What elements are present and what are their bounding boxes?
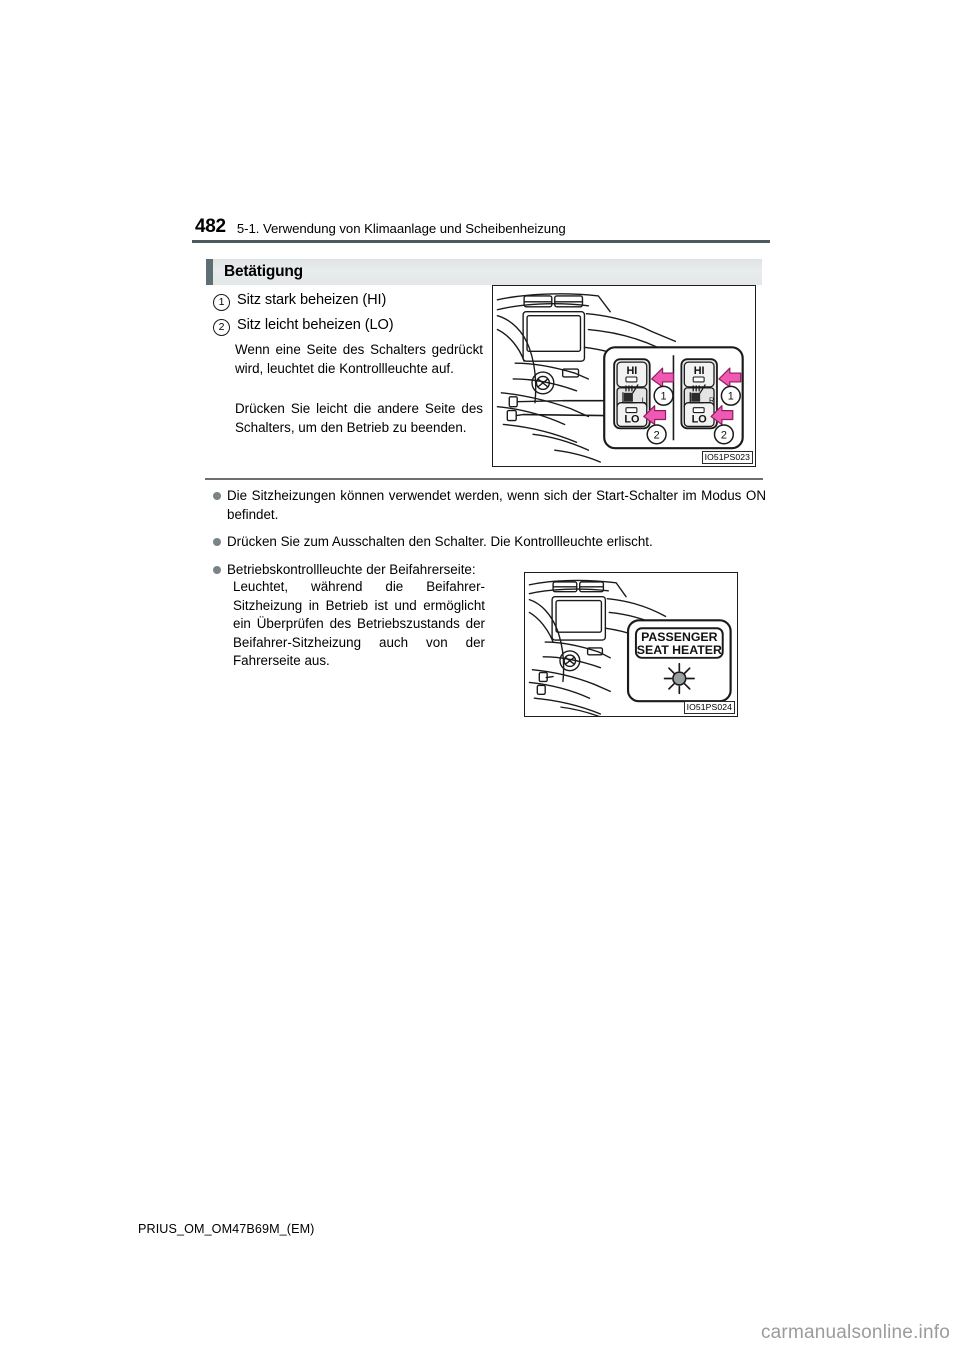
bullet-text: Drücken Sie zum Ausschalten den Schalter. Die Kontrollleuchte erlischt. xyxy=(227,534,653,550)
section-divider xyxy=(205,478,763,480)
section-header xyxy=(206,259,762,285)
body-paragraph-c: Leuchtet, während die Beifahrer-Sitzheizung in Betrieb ist und ermöglicht ein Überprüfen des Betriebszustands der Beifahrer-Sitzheizung auch von der Fahrerseite aus. xyxy=(233,579,485,668)
bullet-text: Die Sitzheizungen können verwendet werden, wenn sich der Start-Schalter im Modus ON befindet. xyxy=(227,488,766,522)
section-title: Betätigung xyxy=(224,263,303,280)
svg-text:L: L xyxy=(641,395,646,405)
bullet-icon xyxy=(213,566,221,574)
figure-id-label: IO51PS023 xyxy=(702,451,753,464)
footer-document-code: PRIUS_OM_OM47B69M_(EM) xyxy=(138,1222,315,1236)
svg-text:1: 1 xyxy=(727,390,734,403)
section-accent-bar xyxy=(206,259,213,285)
header-rule xyxy=(192,240,770,243)
list-item xyxy=(213,487,766,524)
svg-text:HI: HI xyxy=(693,365,705,378)
svg-text:HI: HI xyxy=(626,365,638,378)
numbered-list xyxy=(213,291,483,341)
body-paragraph-b: Drücken Sie leicht die andere Seite des Schalters, um den Betrieb zu beenden. xyxy=(235,401,483,435)
list-item-label: Sitz stark beheizen (HI) xyxy=(237,292,387,308)
list-item xyxy=(213,316,483,336)
list-item-label: Sitz leicht beheizen (LO) xyxy=(237,317,394,333)
svg-text:2: 2 xyxy=(653,429,660,442)
figure-passenger-indicator xyxy=(524,572,738,717)
indicator-label-line1: PASSENGER xyxy=(641,630,718,645)
indicator-label-line2: SEAT HEATER xyxy=(636,642,722,657)
bullet-icon xyxy=(213,492,221,500)
list-item xyxy=(213,291,483,311)
dashboard-indicator-illustration xyxy=(525,573,737,716)
svg-text:1: 1 xyxy=(660,390,667,403)
svg-text:LO: LO xyxy=(691,413,707,426)
callout-number: 2 xyxy=(213,319,230,336)
page-number: 482 xyxy=(195,216,226,237)
running-head xyxy=(195,208,775,236)
svg-text:2: 2 xyxy=(720,429,727,442)
list-item xyxy=(213,533,766,552)
svg-text:R: R xyxy=(709,395,715,405)
figure-seat-heater-switches xyxy=(492,285,756,467)
svg-text:LO: LO xyxy=(624,413,640,426)
callout-number: 1 xyxy=(213,294,230,311)
running-head-title: 5-1. Verwendung von Klimaanlage und Scheibenheizung xyxy=(236,220,566,236)
bullet-text: Betriebskontrollleuchte der Beifahrerseite: xyxy=(227,561,476,577)
dashboard-illustration xyxy=(493,286,755,466)
bullet-icon xyxy=(213,538,221,546)
figure-id-label: IO51PS024 xyxy=(684,701,735,714)
body-paragraph-a: Wenn eine Seite des Schalters gedrückt wird, leuchtet die Kontrollleuchte auf. xyxy=(235,342,483,376)
watermark-text: carmanualsonline.info xyxy=(760,1322,950,1343)
